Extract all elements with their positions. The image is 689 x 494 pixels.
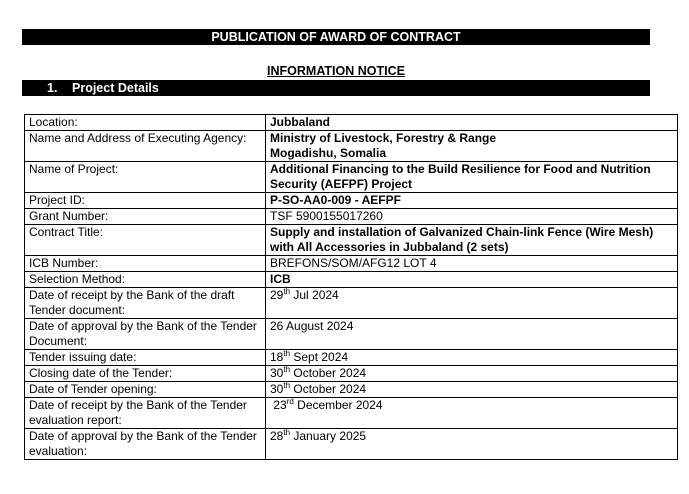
date-day: 29 [270,288,284,302]
project-id-value: P-SO-AA0-009 - AEFPF [266,193,678,209]
table-row-project-id [25,193,678,209]
table-row-grant-number [25,209,678,225]
icb-number-label: ICB Number: [25,256,266,272]
tender-issuing-date-value [266,350,678,366]
table-row-location [25,115,678,131]
section-title: Project Details [72,81,159,95]
location-label: Location: [25,115,266,131]
date-rest: January 2025 [290,429,367,443]
selection-method-value: ICB [266,272,678,288]
tender-issuing-date-label: Tender issuing date: [25,350,266,366]
date-ordinal: rd [286,397,294,406]
date-rest: Jul 2024 [290,288,339,302]
closing-date-value [266,366,678,382]
date-ordinal: th [283,428,291,437]
table-row-project-name [25,162,678,193]
evaluation-report-receipt-label: Date of receipt by the Bank of the Tender evaluation report: [25,398,266,429]
date-rest: December 2024 [293,398,383,412]
contract-title-value: Supply and installation of Galvanized Chain-link Fence (Wire Mesh) with All Accessories in Jubbaland (2 sets) [266,225,678,256]
executing-agency-address: Mogadishu, Somalia [270,146,387,160]
section-heading [22,80,650,96]
section-number: 1. [47,81,58,95]
table-row-tender-issuing-date [25,350,678,366]
table-row-closing-date [25,366,678,382]
location-value: Jubbaland [266,115,678,131]
table-row-tender-document-approval [25,319,678,350]
date-day: 30 [270,366,284,380]
table-row-selection-method [25,272,678,288]
date-day: 28 [270,429,284,443]
project-details-table [24,114,678,460]
executing-agency-value [266,131,678,162]
closing-date-label: Closing date of the Tender: [25,366,266,382]
evaluation-report-receipt-value [266,398,678,429]
executing-agency-label: Name and Address of Executing Agency: [25,131,266,162]
table-row-evaluation-report-receipt [25,398,678,429]
table-row-evaluation-approval [25,429,678,460]
table-row-contract-title [25,225,678,256]
date-rest: October 2024 [290,366,367,380]
date-day: 23 [270,398,287,412]
project-id-label: Project ID: [25,193,266,209]
date-ordinal: th [283,381,291,390]
date-ordinal: th [283,349,291,358]
evaluation-approval-label: Date of approval by the Bank of the Tender evaluation: [25,429,266,460]
date-day: 18 [270,350,284,364]
draft-tender-receipt-label: Date of receipt by the Bank of the draft Tender document: [25,288,266,319]
icb-number-value: BREFONS/SOM/AFG12 LOT 4 [266,256,678,272]
selection-method-label: Selection Method: [25,272,266,288]
document-title: PUBLICATION OF AWARD OF CONTRACT [22,29,650,45]
tender-document-approval-value: 26 August 2024 [266,319,678,350]
date-day: 30 [270,382,284,396]
project-name-label: Name of Project: [25,162,266,193]
date-rest: October 2024 [290,382,367,396]
tender-document-approval-label: Date of approval by the Bank of the Tender Document: [25,319,266,350]
evaluation-approval-value [266,429,678,460]
date-ordinal: th [283,287,291,296]
grant-number-label: Grant Number: [25,209,266,225]
draft-tender-receipt-value [266,288,678,319]
information-notice-heading: INFORMATION NOTICE [267,64,405,78]
tender-opening-label: Date of Tender opening: [25,382,266,398]
project-name-value: Additional Financing to the Build Resilience for Food and Nutrition Security (AEFPF) Project [266,162,678,193]
contract-title-label: Contract Title: [25,225,266,256]
executing-agency-name: Ministry of Livestock, Forestry & Range [270,131,497,145]
date-rest: Sept 2024 [290,350,349,364]
table-row-icb-number [25,256,678,272]
table-row-draft-tender-receipt [25,288,678,319]
table-row-tender-opening [25,382,678,398]
date-ordinal: th [283,365,291,374]
grant-number-value: TSF 5900155017260 [266,209,678,225]
table-row-executing-agency [25,131,678,162]
tender-opening-value [266,382,678,398]
